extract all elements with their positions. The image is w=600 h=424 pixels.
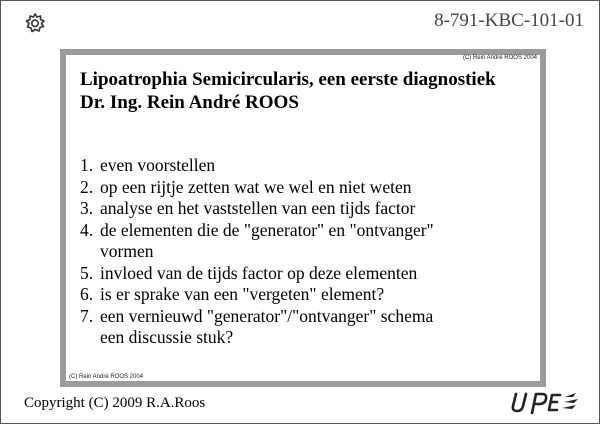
- slide-copyright-bottom: (C) Rein André ROOS 2004: [69, 374, 144, 380]
- slide-content: [66, 55, 540, 381]
- list-item-text: invloed van de tijds factor op deze elementen: [100, 262, 418, 283]
- list-item-text: even voorstellen: [100, 155, 216, 175]
- slide-author: Dr. Ing. Rein André ROOS: [80, 92, 299, 113]
- slide-copyright-top: (C) Rein André ROOS 2004: [462, 55, 537, 61]
- list-item-number: 1.: [80, 155, 94, 175]
- list-item-text: analyse en het vaststellen van een tijds factor: [100, 198, 416, 218]
- list-item: [80, 284, 434, 306]
- upe-brand-logo-icon: [510, 388, 582, 416]
- gear-outline-icon: [24, 12, 46, 34]
- list-item: [80, 306, 434, 349]
- footer-copyright: Copyright (C) 2009 R.A.Roos: [24, 395, 206, 411]
- list-item-number: 5.: [80, 262, 94, 283]
- list-item-number: 2.: [80, 176, 94, 197]
- list-item-text: een vernieuwd "generator"/"ontvanger" schema een discussie stuk?: [100, 305, 434, 347]
- list-item-number: 6.: [80, 284, 94, 304]
- list-item: [80, 198, 434, 220]
- slide-title-line-1: Lipoatrophia Semicircularis, een eerste diagnostiek: [80, 69, 496, 90]
- slide-title: [80, 68, 496, 114]
- document-code: 8-791-KBC-101-01: [434, 10, 584, 31]
- list-item-text: op een rijtje zetten wat we wel en niet weten: [100, 176, 412, 197]
- list-item-number: 7.: [80, 305, 94, 326]
- list-item-text: is er sprake van een "vergeten" element?: [100, 284, 385, 304]
- slide-frame: [60, 49, 546, 387]
- list-item: [80, 220, 434, 263]
- list-item: [80, 155, 434, 177]
- agenda-list: [80, 155, 434, 349]
- list-item: [80, 177, 434, 199]
- list-item-number: 4.: [80, 219, 94, 240]
- list-item-text: de elementen die de "generator" en "ontvanger" vormen: [100, 219, 434, 261]
- list-item-number: 3.: [80, 198, 94, 218]
- list-item: [80, 263, 434, 285]
